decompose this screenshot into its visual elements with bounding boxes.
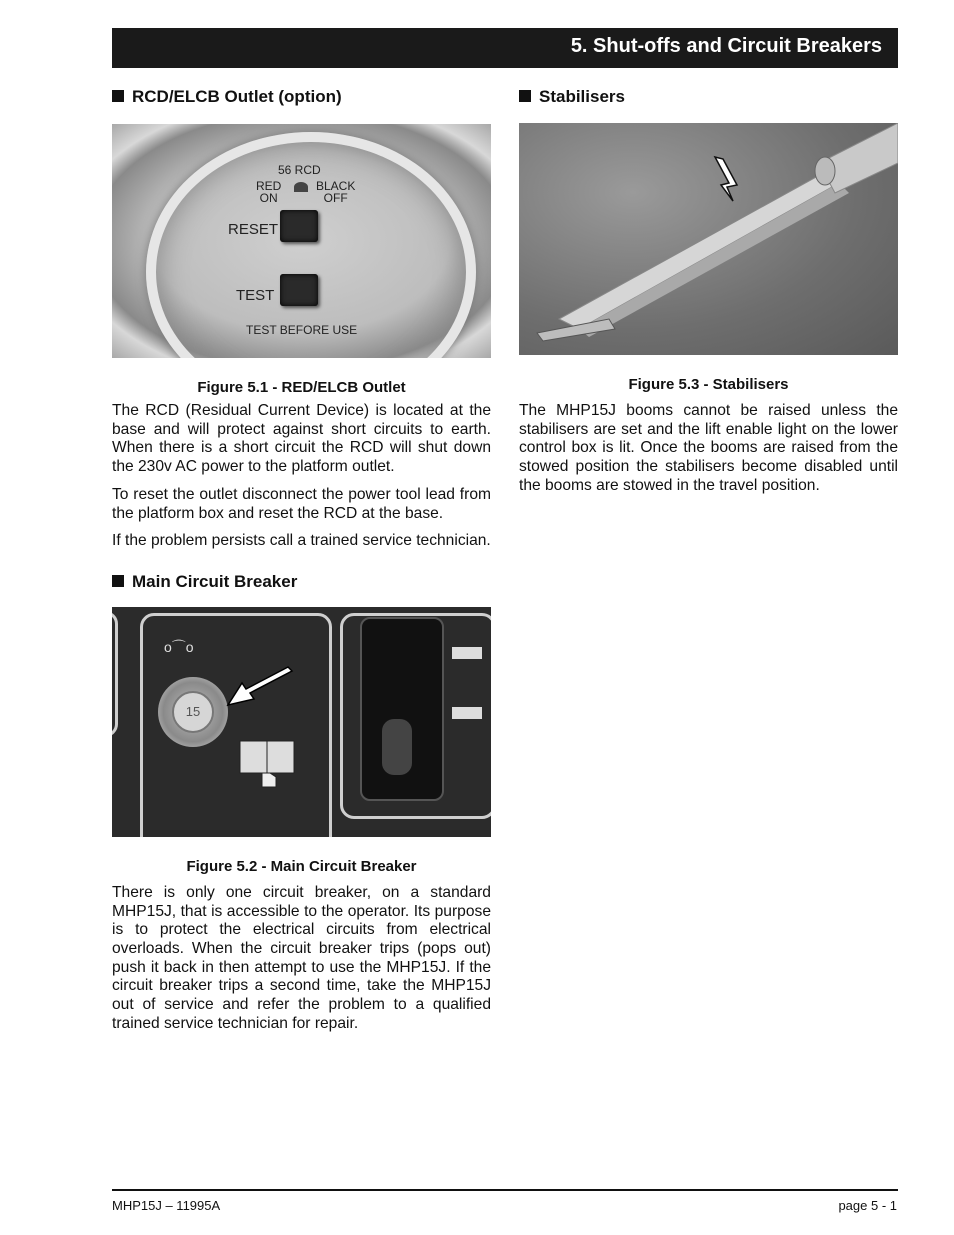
arrow-icon	[224, 665, 294, 709]
rcd-heading: RCD/ELCB Outlet (option)	[112, 86, 491, 108]
footer-rule	[112, 1189, 898, 1191]
rcd-paragraph-3: If the problem persists call a trained service technician.	[112, 532, 491, 550]
square-bullet-icon	[112, 575, 124, 587]
test-label: TEST	[236, 287, 275, 304]
right-column	[519, 86, 898, 496]
circuit-symbol-icon: o⌒o	[164, 638, 194, 655]
reset-button-icon	[280, 210, 318, 242]
header-bar	[112, 28, 898, 68]
figure-5-1-caption: Figure 5.1 - RED/ELCB Outlet	[197, 379, 406, 396]
figure-5-3-caption: Figure 5.3 - Stabilisers	[628, 376, 789, 393]
chapter-title: 5. Shut-offs and Circuit Breakers	[570, 35, 882, 57]
switch-indicator-off-icon	[452, 707, 482, 719]
figure-main-circuit-breaker	[112, 607, 491, 837]
stabilisers-paragraph: The MHP15J booms cannot be raised unless the stabilisers are set and the lift enable light on the lower control box is lit. Once the booms are raised from the stowed position the stabilisers become disabled until the booms are stowed in the travel position.	[519, 402, 898, 494]
rcd-paragraph-1: The RCD (Residual Current Device) is located at the base and will protect against short circuits to earth. When there is a short circuit the RCD will shut down the 230v AC power to the platform outlet.	[112, 402, 491, 476]
manual-hand-icon	[238, 735, 302, 793]
square-bullet-icon	[519, 90, 531, 102]
figure-stabilisers	[519, 123, 898, 355]
left-column	[112, 86, 491, 1034]
breaker-bezel	[158, 677, 228, 747]
square-bullet-icon	[112, 90, 124, 102]
rcd-model-label: 56 RCD	[278, 163, 321, 177]
indicator-knob-icon	[294, 182, 308, 192]
stabiliser-photo	[519, 123, 898, 355]
switch-indicator-on-icon	[452, 647, 482, 659]
footer-document-id: MHP15J – 11995A	[112, 1198, 221, 1213]
toggle-switch-icon	[382, 719, 412, 775]
footer-page-number: page 5 - 1	[838, 1198, 897, 1213]
red-on-label: RED ON	[256, 179, 282, 205]
black-off-label: BLACK OFF	[316, 179, 356, 205]
rcd-paragraph-2: To reset the outlet disconnect the power tool lead from the platform box and reset the RCD at the base.	[112, 485, 491, 522]
main-breaker-paragraph: There is only one circuit breaker, on a standard MHP15J, that is accessible to the operator. Its purpose is to protect the electrical circuits from electrical overloads. When the circuit breaker trips (pops out) push it back in then attempt to use the MHP15J. If the circuit breaker trips a second time, take the MHP15J out of service and refer the problem to a qualified trained service technician for repair.	[112, 883, 491, 1032]
figure-5-2-caption: Figure 5.2 - Main Circuit Breaker	[186, 857, 417, 875]
reset-label: RESET	[228, 221, 279, 238]
test-button-icon	[280, 274, 318, 306]
panel-edge	[112, 611, 118, 737]
breaker-button-icon: 15	[172, 691, 214, 733]
main-breaker-heading: Main Circuit Breaker	[112, 571, 491, 593]
figure-rcd-outlet	[112, 124, 491, 358]
test-before-use-label: TEST BEFORE USE	[246, 323, 358, 337]
stabilisers-heading: Stabilisers	[519, 86, 898, 108]
